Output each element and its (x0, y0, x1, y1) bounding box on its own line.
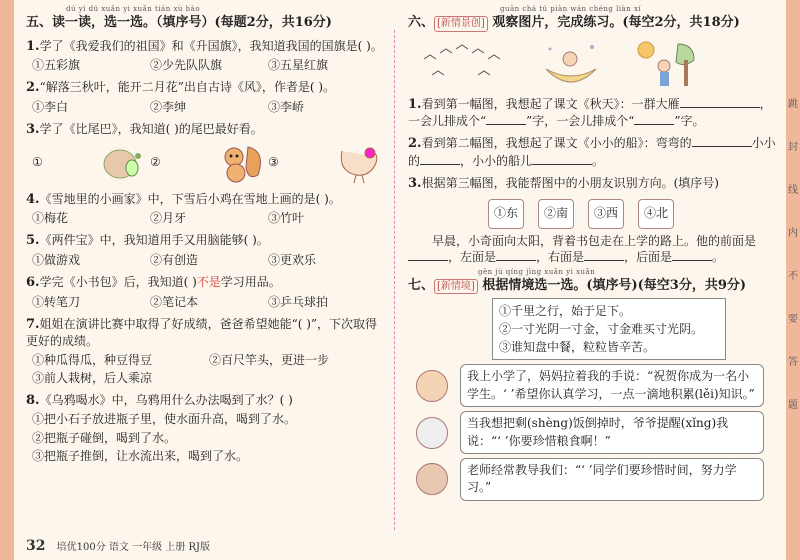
q6-option-2[interactable]: ②笔记本 (150, 294, 199, 309)
side-char-2: 封 (788, 142, 798, 153)
q8-option-2[interactable]: ②把瓶子碰倒，喝到了水。 (32, 430, 177, 445)
r1-blank-2[interactable] (486, 124, 526, 125)
q1-options (32, 57, 386, 73)
q3-options (32, 141, 386, 185)
squirrel-illustration (218, 141, 268, 185)
direction-west[interactable]: ③西 (588, 199, 624, 229)
q5-options (32, 252, 386, 268)
section-6-title (408, 5, 780, 32)
q8-option-3[interactable]: ③把瓶子推倒，让水流出来，喝到了水。 (32, 448, 249, 463)
r1-blank-1[interactable] (680, 107, 760, 108)
question-3 (26, 121, 386, 139)
section-5-heading: 五、读一读，选一选。（填序号）(每题2分，共16分) (26, 15, 332, 30)
q3-text: 学了《比尾巴》，我知道( )的尾巴最好看。 (39, 122, 263, 137)
q3-option-3-wrap[interactable] (268, 141, 386, 185)
q1-number: 1. (26, 38, 40, 54)
r2-text-b: 小小的 (408, 136, 776, 168)
crescent-moon-boat-illustration (536, 39, 606, 89)
r3-number: 3. (408, 176, 422, 192)
left-column (26, 5, 386, 464)
question-2 (26, 79, 386, 97)
r1-text-c: ”字，一会儿排成个“ (526, 114, 635, 129)
r2-blank-3[interactable] (532, 164, 592, 165)
grandfather-avatar (416, 417, 448, 449)
q6-text-b: 学习用品。 (220, 275, 281, 290)
section-5-pinyin: dú yi dú xuǎn yi xuǎn tián xù hào (66, 5, 201, 13)
section-6-heading: 观察图片，完成练习。(每空2分，共18分) (492, 15, 740, 30)
r3-para-a: 早晨，小奇面向太阳，背着书包走在上学的路上。他的前面是 (432, 233, 757, 248)
q6-number: 6. (26, 275, 40, 291)
right-question-1 (408, 96, 780, 130)
quote-option-2[interactable]: ②一寸光阴一寸金，寸金难买寸光阴。 (499, 322, 704, 337)
q4-option-2[interactable]: ②月牙 (150, 211, 187, 226)
side-char-4: 内 (788, 228, 798, 239)
quote-option-3[interactable]: ③谁知盘中餐，粒粒皆辛苦。 (499, 340, 656, 355)
section-6-pinyin: guān chá tú piàn wán chéng liàn xí (500, 5, 642, 13)
quote-options-box (492, 298, 726, 360)
q4-option-3[interactable]: ③竹叶 (268, 211, 305, 226)
right-question-2 (408, 135, 780, 169)
q3-option-2-wrap[interactable] (150, 141, 268, 185)
direction-south[interactable]: ②南 (538, 199, 574, 229)
rooster-illustration (336, 141, 386, 185)
binding-margin-notice (788, 95, 798, 411)
q3-option-2: ② (150, 155, 161, 170)
r3-para-b: ，左面是 (448, 249, 497, 264)
question-4 (26, 191, 386, 209)
q3-option-1: ① (32, 155, 43, 170)
page-footer (26, 538, 210, 554)
direction-east[interactable]: ①东 (488, 199, 524, 229)
direction-north[interactable]: ④北 (638, 199, 674, 229)
q7-options-row1 (32, 352, 386, 368)
q4-option-1[interactable]: ①梅花 (32, 211, 69, 226)
q7-option-2[interactable]: ②百尺竿头，更进一步 (209, 352, 330, 367)
r2-number: 2. (408, 136, 422, 152)
section-7-tag: [新情境] (434, 279, 478, 295)
q4-options (32, 210, 386, 226)
q5-text: 《两件宝》中，我知道用手又用脑能够( )。 (39, 233, 269, 248)
page-number: 32 (26, 538, 46, 554)
r2-blank-2[interactable] (420, 164, 460, 165)
quote-option-1[interactable]: ①千里之行，始于足下。 (499, 304, 632, 319)
direction-cards (488, 199, 780, 229)
r2-text-d: 。 (592, 153, 605, 168)
scenario-2 (416, 411, 780, 454)
scenario-3 (416, 458, 780, 501)
scenario-2-bubble[interactable]: 当我想把剩(shèng)饭倒掉时，爷爷提醒(xǐng)我说：“‘ ’你要珍惜粮食啊！” (460, 411, 764, 454)
r2-text-a: 看到第二幅图，我想起了课文《小小的船》：弯弯的 (421, 136, 692, 151)
r3-blank-3[interactable] (584, 260, 624, 261)
q4-text: 《雪地里的小画家》中，下雪后小鸡在雪地上画的是( )。 (39, 191, 341, 206)
wild-geese-illustration (418, 39, 508, 89)
question-5 (26, 232, 386, 250)
q2-option-3[interactable]: ③李峤 (268, 99, 305, 114)
section-6-pictures (418, 38, 780, 90)
side-char-3: 线 (788, 185, 798, 196)
side-char-8: 题 (788, 400, 798, 411)
side-char-6: 要 (788, 314, 798, 325)
r3-blank-1[interactable] (408, 260, 448, 261)
q5-number: 5. (26, 233, 40, 249)
q6-options (32, 294, 386, 310)
section-7-pinyin: gēn jù qíng jìng xuǎn yi xuǎn (478, 267, 596, 276)
q6-option-1[interactable]: ①转笔刀 (32, 294, 81, 309)
q4-number: 4. (26, 191, 40, 207)
right-question-3 (408, 175, 780, 193)
r3-blank-4[interactable] (672, 260, 712, 261)
q6-emphasis: 不是 (196, 275, 221, 290)
child-facing-sun-illustration (634, 38, 704, 90)
side-char-1: 跳 (788, 99, 798, 110)
r1-text-d: ”字。 (674, 114, 705, 129)
q2-number: 2. (26, 80, 40, 96)
side-char-5: 不 (788, 271, 798, 282)
center-divider (394, 30, 396, 530)
question-6 (26, 274, 386, 292)
decorative-left-border (0, 0, 14, 560)
q5-option-3[interactable]: ③更欢乐 (268, 252, 317, 267)
q8-text: 《乌鸦喝水》中，乌鸦用什么办法喝到了水？( ) (39, 392, 293, 407)
r3-para-c: ，右面是 (536, 249, 585, 264)
q5-option-2[interactable]: ②有创造 (150, 252, 199, 267)
q3-option-1-wrap[interactable] (32, 142, 150, 184)
r3-para-e: 。 (712, 249, 725, 264)
r1-text-b: ，一会儿排成个“ (408, 96, 772, 129)
question-1 (26, 38, 386, 56)
r1-blank-3[interactable] (634, 124, 674, 125)
scenario-1 (416, 364, 780, 407)
r2-text-c: ，小小的船儿 (460, 153, 533, 168)
q5-option-1[interactable]: ①做游戏 (32, 252, 81, 267)
q7-text: 姐姐在演讲比赛中取得了好成绩，爸爸希望她能“( )”，下次取得更好的成绩。 (26, 316, 378, 349)
q1-option-2[interactable]: ②少先队队旗 (150, 58, 223, 73)
q1-option-1[interactable]: ①五彩旗 (32, 58, 81, 73)
scenario-1-bubble[interactable]: 我上小学了，妈妈拉着我的手说：“祝贺你成为一名小学生。‘ ’希望你认真学习，一点一滴地积累(lěi)知识。” (460, 364, 764, 407)
scenario-3-bubble[interactable]: 老师经常教导我们：“‘ ’同学们要珍惜时间，努力学习。” (460, 458, 764, 501)
q8-number: 8. (26, 392, 40, 408)
q2-options (32, 99, 386, 115)
q6-text-a: 学完《小书包》后，我知道( ) (39, 275, 197, 290)
peacock-illustration (100, 142, 150, 184)
right-column (408, 5, 780, 501)
r1-text-a: 看到第一幅图，我想起了课文《秋天》：一群大雁 (421, 96, 680, 111)
footer-text: 培优100分 语文 一年级 上册 RJ版 (56, 542, 211, 553)
side-char-7: 答 (788, 357, 798, 368)
section-7-prefix: 七、 (408, 277, 435, 293)
q8-option-1[interactable]: ①把小石子放进瓶子里，使水面升高，喝到了水。 (32, 412, 297, 427)
r1-number: 1. (408, 96, 422, 112)
section-6-prefix: 六、 (408, 15, 435, 30)
question-8 (26, 392, 386, 410)
r3-blank-2[interactable] (496, 260, 536, 261)
r3-paragraph (408, 233, 780, 265)
section-5-title (26, 5, 386, 32)
r3-text: 根据第三幅图，我能帮图中的小朋友识别方向。(填序号) (421, 176, 719, 191)
q3-number: 3. (26, 122, 40, 138)
q7-option-3[interactable]: ③前人栽树，后人乘凉 (32, 370, 153, 385)
q2-option-2[interactable]: ②李绅 (150, 99, 187, 114)
q7-number: 7. (26, 316, 40, 332)
section-6-tag: [新情景创] (434, 16, 488, 32)
section-7-title (408, 267, 780, 295)
r2-blank-1[interactable] (692, 146, 752, 147)
question-7 (26, 316, 386, 350)
q1-option-3[interactable]: ③五星红旗 (268, 58, 329, 73)
q7-option-1[interactable]: ①种瓜得瓜，种豆得豆 (32, 352, 153, 367)
r3-para-d: ，后面是 (624, 249, 673, 264)
teacher-avatar (416, 463, 448, 495)
q2-text: “解落三秋叶，能开二月花”出自古诗《风》，作者是( )。 (39, 80, 336, 95)
mother-avatar (416, 370, 448, 402)
q2-option-1[interactable]: ①李白 (32, 99, 69, 114)
section-7-heading: 根据情境选一选。(填序号)(每空3分，共9分) (482, 277, 747, 293)
q1-text: 学了《我爱我们的祖国》和《升国旗》，我知道我国的国旗是( )。 (39, 38, 383, 53)
q6-option-3[interactable]: ③乒乓球拍 (268, 294, 329, 309)
q3-option-3: ③ (268, 155, 279, 170)
